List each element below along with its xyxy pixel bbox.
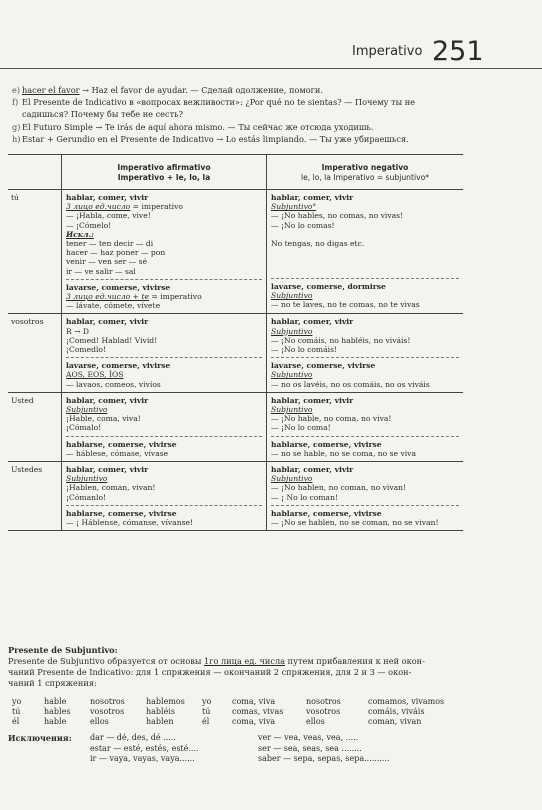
negative-cell — [267, 393, 463, 461]
reflexive-verbs: lavarse, comerse, vivirse — [271, 361, 376, 371]
example: — no os lavéis, no os comáis, no os viváis — [271, 379, 430, 389]
rule: Subjuntivo — [271, 370, 313, 380]
example: ¡Cómalo! — [66, 423, 102, 433]
pronoun: nosotros — [90, 697, 125, 706]
verbs: hablar, comer, vivir — [66, 317, 149, 327]
reflexive-verbs: lavarse, comerse, dormirse — [271, 282, 386, 292]
dashed-divider — [66, 357, 262, 358]
reflexive-verbs: hablarse, comerse, vivirse — [66, 439, 177, 449]
affirmative-cell — [62, 314, 267, 391]
example: — lavaos, comeos, vivíos — [66, 379, 161, 389]
example: — ¡No hables, no comas, no vivas! — [271, 211, 404, 221]
person-label: vosotros — [8, 314, 62, 391]
imperative-table — [8, 154, 463, 531]
table-row-tu — [8, 190, 463, 314]
header-rule — [0, 68, 542, 69]
pronoun: nosotros — [306, 697, 341, 706]
table-row-usted — [8, 393, 463, 462]
form: hablen — [146, 717, 174, 726]
example: — ¡ Háblense, cómanse, vívanse! — [66, 518, 194, 528]
example-letter: h) — [12, 133, 21, 144]
example: ¡Hable, coma, viva! — [66, 414, 141, 424]
rule: AOS, EOS, ÍOS — [66, 370, 124, 380]
exceptions-label: Исключения: — [8, 733, 72, 743]
examples-list — [8, 84, 463, 145]
form: hable — [44, 697, 67, 706]
dashed-divider — [271, 436, 459, 437]
section-heading: Presente de Subjuntivo: — [8, 645, 118, 655]
dashed-divider — [66, 279, 262, 280]
verbs: hablar, comer, vivir — [271, 395, 354, 405]
rule: Subjuntivo° — [271, 202, 317, 212]
pronoun: yo — [202, 697, 212, 706]
verbs: hablar, comer, vivir — [66, 193, 149, 202]
example-text: садишься? Почему бы тебе не сесть? — [22, 109, 183, 120]
exception-item: saber — sepa, sepas, sepa.......... — [258, 754, 390, 763]
presente-subjuntivo-section — [8, 645, 463, 689]
header-affirmative — [62, 155, 267, 189]
form: hables — [44, 707, 71, 716]
form: habléis — [146, 707, 175, 716]
exception: ir — ve salir — sal — [66, 266, 136, 276]
affirmative-cell — [62, 190, 267, 313]
exceptions-block — [8, 733, 463, 765]
rule: R → D — [66, 326, 89, 336]
table-header-row — [8, 155, 463, 190]
dashed-divider — [271, 357, 459, 358]
negative-cell — [267, 190, 463, 313]
example-text: Estar + Gerundio en el Presente de Indicativo → Lo estás limpiando. — Ты уже убираешься. — [22, 133, 409, 144]
example: — ¡No comáis, no habléis, no viváis! — [271, 335, 411, 345]
pronoun: tú — [12, 707, 21, 716]
verbs: hablar, comer, vivir — [66, 395, 149, 405]
pronoun: él — [202, 717, 210, 726]
person-label: Ustedes — [8, 462, 62, 530]
verbs: hablar, comer, vivir — [271, 465, 354, 475]
form: coma, viva — [232, 717, 276, 726]
rule: Subjuntivo — [271, 326, 313, 336]
example: — ¡Cómelo! — [66, 220, 112, 230]
dashed-divider — [271, 278, 459, 279]
reflexive-verbs: lavarse, comerse, vivirse — [66, 282, 171, 292]
header-aff-subtitle: Imperativo + le, lo, la — [117, 172, 211, 182]
rule-rest: = imperativo — [149, 292, 202, 302]
form: hable — [44, 717, 67, 726]
pronoun: ellos — [306, 717, 325, 726]
paragraph-text: путем прибавления к ней окон- — [285, 656, 425, 666]
header-person-cell — [8, 155, 62, 189]
example: ¡Comedlo! — [66, 345, 107, 355]
example: — ¡No lo coma! — [271, 423, 331, 433]
form: comáis, viváis — [368, 707, 425, 716]
rule: Subjuntivo — [271, 291, 313, 301]
conjugation-row — [8, 697, 463, 707]
example: ¡Cómanlo! — [66, 492, 107, 502]
reflexive-verbs: hablarse, comerse, vivirse — [271, 508, 382, 518]
paragraph-text: Presente de Subjuntivo образуется от основы — [8, 656, 204, 666]
pronoun: vosotros — [306, 707, 341, 716]
exception-item: ser — sea, seas, sea ........ — [258, 743, 362, 753]
example-letter: f) — [12, 97, 19, 108]
pronoun: él — [12, 717, 20, 726]
example-line — [8, 84, 463, 96]
rule: Subjuntivo — [66, 474, 108, 484]
negative-cell — [267, 462, 463, 530]
example: — ¡No lo comáis! — [271, 345, 338, 355]
example: — ¡No se hablen, no se coman, no se vivan! — [271, 518, 439, 528]
header-neg-subtitle: le, lo, la Imperativo = subjuntivo* — [300, 172, 430, 182]
example-line — [8, 108, 463, 120]
dashed-divider — [66, 505, 262, 506]
conjugation-row — [8, 707, 463, 717]
table-row-vosotros — [8, 314, 463, 392]
verbs: hablar, comer, vivir — [66, 465, 149, 475]
example: — ¡No lo comas! — [271, 220, 335, 230]
exception: hacer — haz poner — pon — [66, 248, 166, 258]
negative-cell — [267, 314, 463, 391]
page-number: 251 — [432, 36, 484, 67]
form: comas, vivas — [232, 707, 284, 716]
exceptions-label: Искл.: — [66, 229, 94, 239]
pronoun: tú — [202, 707, 211, 716]
person-label: tú — [8, 190, 62, 313]
example: — no se hable, no se coma, no se viva — [271, 448, 416, 458]
verbs: hablar, comer, vivir — [271, 317, 354, 327]
exception-item: estar — esté, estés, esté.... — [90, 743, 199, 753]
paragraph-text: чаний 1 спряжения: — [8, 678, 97, 688]
reflexive-verbs: hablarse, comerse, vivirse — [66, 508, 177, 518]
exception-item: dar — dé, des, dé ..... — [90, 733, 176, 742]
example: — ¡No hablen, no coman, no vivan! — [271, 483, 407, 493]
paragraph-underlined: 1го лица ед. числа — [203, 656, 286, 666]
rule: 3 лицо ед.число — [66, 202, 131, 212]
reflexive-verbs: lavarse, comerse, vivirse — [66, 361, 171, 371]
example-text: → Haz el favor de ayudar. — Сделай одолжение, помоги. — [79, 85, 323, 95]
paragraph-text: чаний Presente de Indicativo: для 1 спряжения — окончаний 2 спряжения, для 2 и 3 — окон- — [8, 667, 412, 677]
rule: Subjuntivo — [271, 405, 313, 415]
conjugation-table — [8, 697, 463, 727]
example: — lávate, cómete, vívete — [66, 301, 161, 311]
example-line — [8, 133, 463, 145]
dashed-divider — [66, 436, 262, 437]
header-negative — [267, 155, 463, 189]
example: ¡Comed! Hablad! Vivid! — [66, 335, 158, 345]
pronoun: yo — [12, 697, 22, 706]
affirmative-cell — [62, 393, 267, 461]
pronoun: ellos — [90, 717, 109, 726]
rule: Subjuntivo — [66, 405, 108, 415]
exception-item: ir — vaya, vayas, vaya...... — [90, 754, 195, 763]
dashed-divider — [271, 505, 459, 506]
example-line — [8, 96, 463, 108]
example: — háblese, cómase, vívase — [66, 448, 169, 458]
rule-rest: = imperativo — [130, 202, 183, 212]
example-letter: e) — [12, 85, 21, 95]
form: coma, viva — [232, 697, 276, 706]
conjugation-row — [8, 717, 463, 727]
example-letter: g) — [12, 121, 21, 132]
example-text: El Futuro Simple → Te irás de aquí ahora mismo. — Ты сейчас же отсюда уходишь. — [22, 121, 374, 132]
form: comamos, vivamos — [368, 697, 445, 706]
example: — no te laves, no te comas, no te vivas — [271, 300, 420, 310]
header-neg-title: Imperativo negativo — [321, 163, 409, 172]
example: — ¡Habla, come, vive! — [66, 211, 151, 221]
affirmative-cell — [62, 462, 267, 530]
rule: Subjuntivo — [271, 474, 313, 484]
form: coman, vivan — [368, 717, 422, 726]
example-line — [8, 121, 463, 133]
example-underlined: hacer el favor — [22, 85, 80, 95]
reflexive-verbs: hablarse, comerse, vivirse — [271, 439, 382, 449]
example: ¡Hablen, coman, vivan! — [66, 483, 156, 493]
person-label: Usted — [8, 393, 62, 461]
example: — ¡ No lo coman! — [271, 492, 339, 502]
example-text: El Presente de Indicativo в «вопросах вежливости»: ¿Por qué no te sientas? — Почему ты не — [22, 97, 415, 108]
example: No tengas, no digas etc. — [271, 238, 365, 248]
exception: tener — ten decir — di — [66, 239, 154, 249]
exception: venir — ven ser — sé — [66, 257, 148, 267]
pronoun: vosotros — [90, 707, 125, 716]
rule: 3 лицо ед.число + te — [66, 292, 149, 302]
section-title: Imperativo — [352, 44, 423, 59]
form: hablemos — [146, 697, 185, 706]
header-aff-title: Imperativo afirmativo — [117, 163, 211, 172]
example: — ¡No hable, no coma, no viva! — [271, 414, 392, 424]
table-row-ustedes — [8, 462, 463, 530]
exception-item: ver — vea, veas, vea, ..... — [258, 733, 359, 742]
page-header — [0, 36, 542, 76]
verbs: hablar, comer, vivir — [271, 193, 354, 202]
